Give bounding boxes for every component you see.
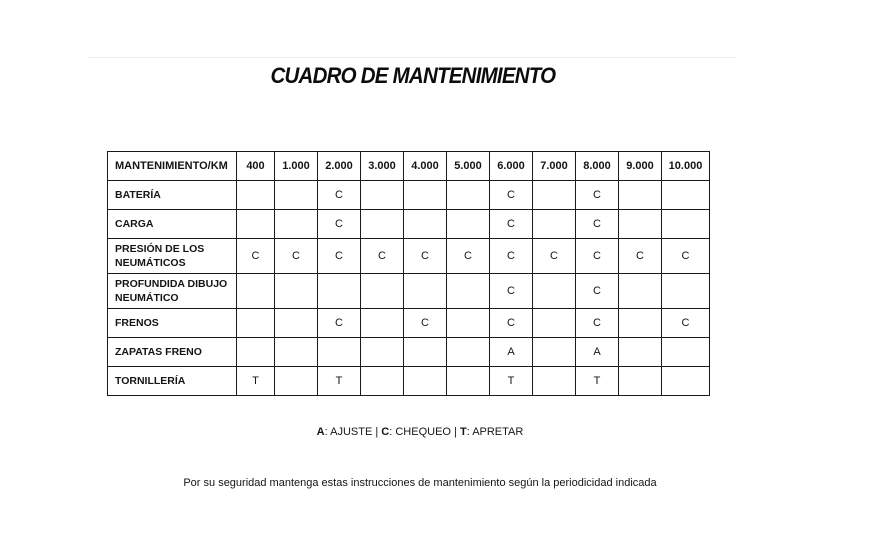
table-cell: C: [404, 239, 447, 274]
table-row: [108, 367, 710, 396]
table-cell: [318, 338, 361, 367]
table-cell: [533, 338, 576, 367]
table-row: [108, 210, 710, 239]
table-cell: C: [361, 239, 404, 274]
table-cell: T: [318, 367, 361, 396]
legend-text-t: : APRETAR: [466, 426, 524, 438]
column-header-9000: 9.000: [619, 152, 662, 181]
table-cell: C: [576, 274, 619, 309]
row-label: FRENOS: [108, 309, 237, 338]
table-cell: [237, 210, 275, 239]
table-cell: [275, 210, 318, 239]
legend-key-t: T: [459, 426, 467, 438]
table-cell: [404, 367, 447, 396]
table-cell: C: [490, 309, 533, 338]
column-header-8000: 8.000: [576, 152, 619, 181]
table-cell: C: [318, 181, 361, 210]
table-cell: [533, 367, 576, 396]
table-cell: [361, 367, 404, 396]
row-label: ZAPATAS FRENO: [108, 338, 237, 367]
table-cell: C: [576, 239, 619, 274]
table-cell: [533, 210, 576, 239]
table-cell: C: [662, 309, 710, 338]
table-cell: [662, 181, 710, 210]
table-cell: [361, 274, 404, 309]
table-cell: T: [490, 367, 533, 396]
column-header-1000: 1.000: [275, 152, 318, 181]
table-cell: C: [237, 239, 275, 274]
top-divider: [88, 57, 736, 58]
column-header-5000: 5.000: [447, 152, 490, 181]
table-cell: [662, 367, 710, 396]
table-cell: [404, 274, 447, 309]
maintenance-table: [107, 151, 710, 396]
table-cell: C: [490, 181, 533, 210]
row-label: PROFUNDIDA DIBUJO NEUMÁTICO: [108, 274, 237, 309]
table-body: [108, 181, 710, 396]
table-cell: C: [318, 239, 361, 274]
legend-text-a: : AJUSTE: [324, 426, 373, 438]
table-cell: [447, 338, 490, 367]
table-cell: [237, 309, 275, 338]
table-cell: C: [662, 239, 710, 274]
table-cell: [237, 181, 275, 210]
table-cell: [662, 274, 710, 309]
table-cell: [533, 181, 576, 210]
table-cell: [447, 367, 490, 396]
table-cell: [404, 181, 447, 210]
table-row: [108, 181, 710, 210]
table-cell: [619, 181, 662, 210]
table-cell: [619, 338, 662, 367]
table-row: [108, 338, 710, 367]
table-cell: [619, 274, 662, 309]
table-cell: C: [576, 309, 619, 338]
table-cell: C: [576, 181, 619, 210]
table-cell: C: [275, 239, 318, 274]
table-cell: T: [576, 367, 619, 396]
table-cell: C: [490, 239, 533, 274]
table-cell: T: [237, 367, 275, 396]
table-cell: [533, 274, 576, 309]
table-cell: [447, 274, 490, 309]
table-cell: [447, 309, 490, 338]
table-cell: [318, 274, 361, 309]
table-cell: [275, 338, 318, 367]
table-cell: C: [619, 239, 662, 274]
table-cell: [619, 367, 662, 396]
column-header-3000: 3.000: [361, 152, 404, 181]
table-cell: [447, 181, 490, 210]
table-cell: [361, 309, 404, 338]
column-header-2000: 2.000: [318, 152, 361, 181]
column-header-maintenance-km: MANTENIMIENTO/KM: [108, 152, 237, 181]
legend-separator: |: [450, 426, 460, 438]
legend-key-a: A: [316, 426, 325, 438]
table-cell: [447, 210, 490, 239]
table-cell: A: [576, 338, 619, 367]
safety-note: Por su seguridad mantenga estas instrucciones de mantenimiento según la periodicidad indicada: [183, 477, 657, 489]
table-cell: [361, 338, 404, 367]
row-label: TORNILLERÍA: [108, 367, 237, 396]
table-row: [108, 274, 710, 309]
table-cell: [533, 309, 576, 338]
table-cell: [619, 309, 662, 338]
table-cell: C: [576, 210, 619, 239]
legend-text-c: : CHEQUEO: [389, 426, 451, 438]
table-cell: [619, 210, 662, 239]
table-cell: C: [318, 309, 361, 338]
table-cell: [237, 274, 275, 309]
table-cell: [404, 338, 447, 367]
table-cell: [404, 210, 447, 239]
table-cell: [361, 210, 404, 239]
column-header-400: 400: [237, 152, 275, 181]
table-cell: [275, 274, 318, 309]
table-row: [108, 239, 710, 274]
table-row: [108, 309, 710, 338]
legend: [0, 426, 840, 438]
column-header-6000: 6.000: [490, 152, 533, 181]
table-cell: C: [447, 239, 490, 274]
table-cell: C: [490, 210, 533, 239]
page-title: CUADRO DE MANTENIMIENTO: [270, 63, 556, 88]
table-cell: [275, 181, 318, 210]
table-cell: [662, 338, 710, 367]
row-label: PRESIÓN DE LOS NEUMÁTICOS: [108, 239, 237, 274]
column-header-7000: 7.000: [533, 152, 576, 181]
table-cell: C: [318, 210, 361, 239]
column-header-10000: 10.000: [662, 152, 710, 181]
table-cell: [275, 367, 318, 396]
row-label: CARGA: [108, 210, 237, 239]
column-header-4000: 4.000: [404, 152, 447, 181]
table-cell: [237, 338, 275, 367]
row-label: BATERÍA: [108, 181, 237, 210]
table-cell: C: [490, 274, 533, 309]
table-cell: C: [533, 239, 576, 274]
table-cell: [275, 309, 318, 338]
legend-key-c: C: [381, 426, 390, 438]
table-cell: C: [404, 309, 447, 338]
legend-separator: |: [372, 426, 382, 438]
table-cell: [361, 181, 404, 210]
table-cell: A: [490, 338, 533, 367]
table-header-row: [108, 152, 710, 181]
table-cell: [662, 210, 710, 239]
